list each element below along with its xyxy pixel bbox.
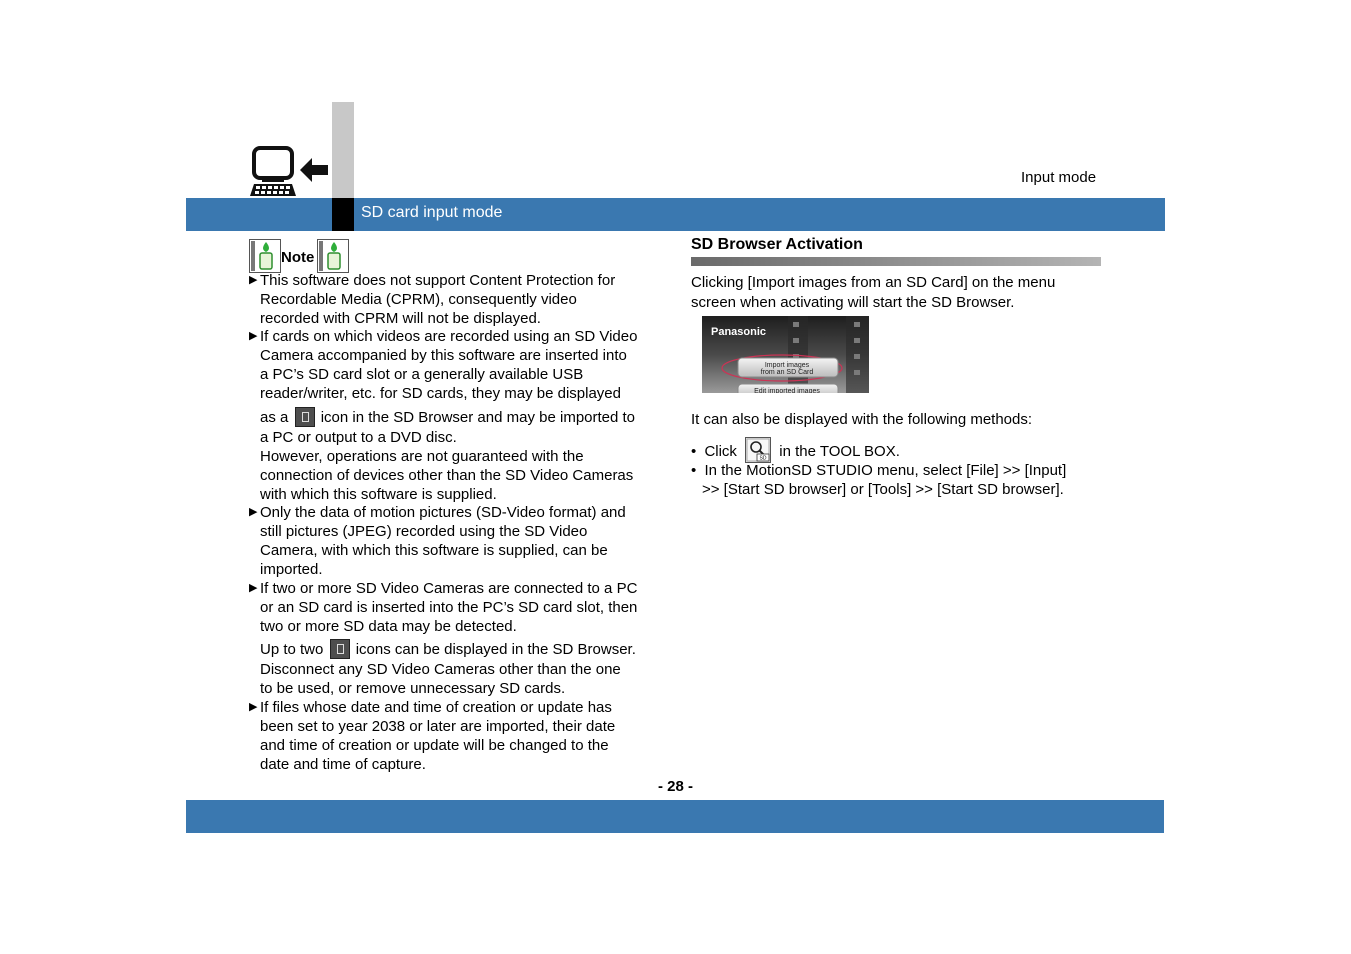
text-line: reader/writer, etc. for SD cards, they may be displayed	[260, 385, 621, 402]
text-line: screen when activating will start the SD Browser.	[691, 294, 1015, 311]
page-number: - 28 -	[657, 778, 693, 795]
text-line: two or more SD data may be detected.	[260, 618, 517, 635]
text-line: Camera, with which this software is supplied, can be	[260, 542, 608, 559]
text-line: imported.	[260, 561, 323, 578]
note-item-4	[260, 579, 660, 636]
text-line: In the MotionSD STUDIO menu, select [File] >> [Input]	[704, 462, 1067, 479]
text-fragment: icons can be displayed in the SD Browser.	[355, 641, 636, 658]
activation-intro	[691, 273, 1101, 313]
text-line: or an SD card is inserted into the PC’s SD card slot, then	[260, 599, 638, 616]
startup-menu-screenshot	[702, 316, 869, 393]
import-button-line2: from an SD Card	[760, 369, 814, 376]
text-line: been set to year 2038 or later are imported, their date	[260, 718, 616, 735]
brand-logo: Panasonic	[711, 326, 767, 338]
note-item-1	[260, 271, 660, 328]
note-item-5	[260, 698, 660, 774]
list-dot: •	[691, 443, 697, 460]
method-click	[691, 437, 1111, 463]
bullet-triangle-icon: ▶	[249, 582, 258, 594]
bullet-triangle-icon: ▶	[249, 701, 258, 713]
note-item-4-tail	[260, 660, 660, 698]
header-gray-tab	[332, 102, 354, 198]
method-menu	[691, 461, 1111, 499]
text-line: to be used, or remove unnecessary SD cards.	[260, 680, 566, 697]
text-line: Camera accompanied by this software are inserted into	[260, 347, 627, 364]
text-line: connection of devices other than the SD Video Cameras	[260, 467, 634, 484]
note-item-2-icon-line	[260, 407, 660, 429]
text-line: Clicking [Import images from an SD Card] on the menu	[691, 274, 1056, 291]
note-item-2-tail	[260, 428, 660, 504]
sd-card-icon	[330, 639, 350, 659]
import-button-line1: Import images	[764, 362, 810, 369]
also-text: It can also be displayed with the following methods:	[691, 411, 1033, 428]
text-line: If two or more SD Video Cameras are connected to a PC	[260, 580, 638, 597]
svg-text:SD: SD	[759, 455, 767, 462]
text-fragment: Click	[704, 443, 737, 460]
text-line: >> [Start SD browser] or [Tools] >> [Start SD browser].	[702, 481, 1064, 498]
text-line: date and time of capture.	[260, 756, 426, 773]
note-item-4-icon-line	[260, 639, 660, 661]
text-fragment: in the TOOL BOX.	[779, 443, 900, 460]
text-line: If cards on which videos are recorded using an SD Video	[260, 328, 638, 345]
note-item-2	[260, 327, 660, 403]
edit-button-label: Edit imported images	[754, 388, 820, 393]
heading-rule	[691, 257, 1101, 266]
text-line: Only the data of motion pictures (SD-Video format) and	[260, 504, 626, 521]
text-line: recorded with CPRM will not be displayed.	[260, 310, 541, 327]
text-line: a PC or output to a DVD disc.	[260, 429, 457, 446]
note-candle-icon	[249, 239, 281, 273]
bullet-triangle-icon: ▶	[249, 506, 258, 518]
text-line: still pictures (JPEG) recorded using the SD Video	[260, 523, 588, 540]
note-item-3	[260, 503, 660, 579]
footer-bar	[186, 800, 1164, 833]
text-line: However, operations are not guaranteed with the	[260, 448, 584, 465]
note-candle-icon	[317, 239, 349, 273]
section-heading: SD Browser Activation	[691, 236, 863, 253]
list-dot: •	[691, 462, 697, 479]
text-line: If files whose date and time of creation or update has	[260, 699, 612, 716]
text-line: Recordable Media (CPRM), consequently video	[260, 291, 577, 308]
section-title: SD card input mode	[361, 204, 503, 221]
sd-browser-magnifier-icon	[745, 437, 771, 463]
text-fragment: as a	[260, 409, 289, 426]
bullet-triangle-icon: ▶	[249, 330, 258, 342]
text-fragment: icon in the SD Browser and may be imported to	[320, 409, 636, 426]
text-line: and time of creation or update will be changed to the	[260, 737, 609, 754]
text-line: This software does not support Content Protection for	[260, 272, 616, 289]
header-black-tab	[332, 198, 354, 231]
bullet-triangle-icon: ▶	[249, 274, 258, 286]
text-fragment: Up to two	[260, 641, 324, 658]
text-line: a PC’s SD card slot or a generally available USB	[260, 366, 584, 383]
text-line: with which this software is supplied.	[260, 486, 497, 503]
computer-with-left-arrow-icon	[250, 146, 330, 203]
mode-label: Input mode	[1021, 169, 1097, 186]
note-label: Note	[281, 249, 315, 266]
text-line: Disconnect any SD Video Cameras other than the one	[260, 661, 621, 678]
sd-card-icon	[295, 407, 315, 427]
